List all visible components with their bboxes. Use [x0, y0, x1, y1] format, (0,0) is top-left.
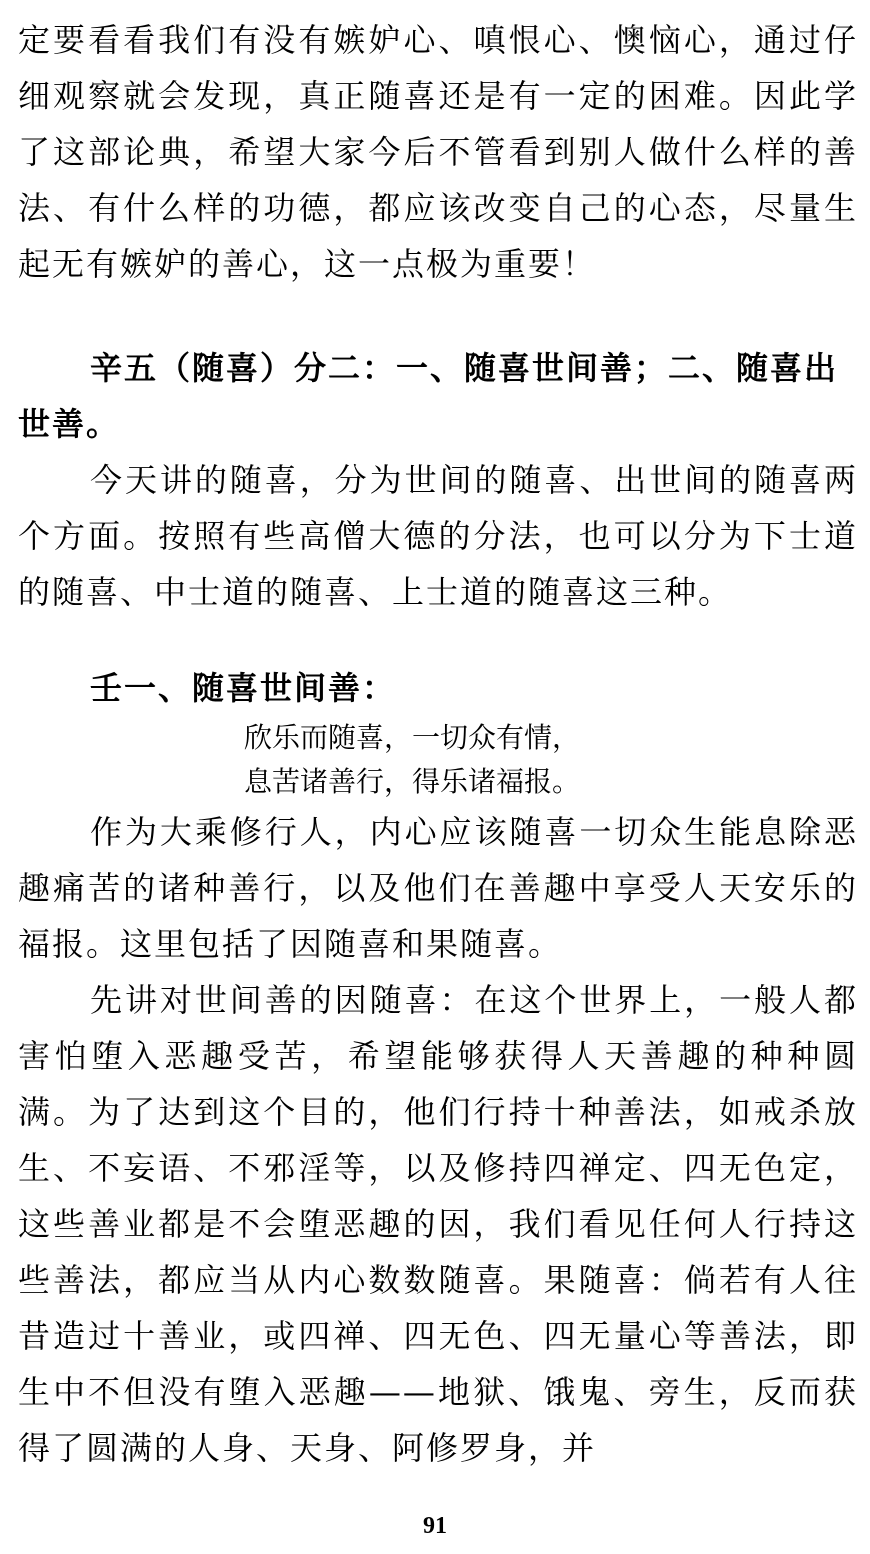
section-heading-ren-yi: 壬一、随喜世间善： [90, 669, 397, 707]
paragraph-intro-rejoicing: 今天讲的随喜，分为世间的随喜、出世间的随喜两个方面。按照有些高僧大德的分法，也可以分为下士道的随喜、中士道的随喜、上士道的随喜这三种。 [18, 461, 858, 611]
paragraph-mahayana-practitioner: 作为大乘修行人，内心应该随喜一切众生能息除恶趣痛苦的诸种善行，以及他们在善趣中享受人天安乐的福报。这里包括了因随喜和果随喜。 [18, 813, 858, 963]
section-heading-xin-wu: 辛五（随喜）分二：一、随喜世间善；二、随喜出世善。 [18, 349, 839, 443]
paragraph-cause-rejoicing: 先讲对世间善的因随喜：在这个世界上，一般人都害怕堕入恶趣受苦，希望能够获得人天善趣的种种圆满。为了达到这个目的，他们行持十种善法，如戒杀放生、不妄语、不邪淫等，以及修持四禅定、四无色定，这些善业都是不会堕恶趣的因，我们看见任何人行持这些善法，都应当从内心数数随喜。果随喜：倘若有人往昔造过十善业，或四禅、四无色、四无量心等善法，即生中不但没有堕入恶趣——地狱、饿鬼、旁生，反而获得了圆满的人身、天身、阿修罗身，并 [18, 981, 858, 1467]
page-body [18, 12, 858, 1476]
section-spacer [18, 620, 858, 660]
paragraph-continuation: 定要看看我们有没有嫉妒心、嗔恨心、懊恼心，通过仔细观察就会发现，真正随喜还是有一定的困难。因此学了这部论典，希望大家今后不管看到别人做什么样的善法、有什么样的功德，都应该改变自己的心态，尽量生起无有嫉妒的善心，这一点极为重要！ [18, 21, 858, 283]
verse-line-1: 欣乐而随喜，一切众有情， [244, 721, 581, 754]
page-number: 91 [423, 1513, 447, 1539]
verse-line-2: 息苦诸善行，得乐诸福报。 [244, 765, 581, 798]
section-spacer [18, 292, 858, 340]
